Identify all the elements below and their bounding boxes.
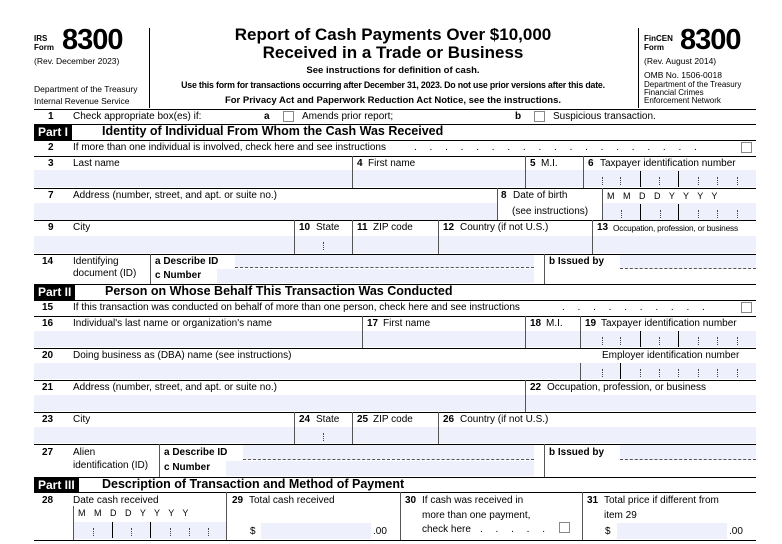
id-label-2: document (ID) [73, 268, 137, 279]
line-30-number: 30 [405, 495, 417, 506]
p2-first-name-field[interactable] [363, 331, 525, 347]
amends-prior-report-label: Amends prior report; [302, 111, 394, 122]
id-number-label: c Number [155, 270, 202, 281]
first-name-field[interactable] [353, 170, 525, 187]
dob-field[interactable] [603, 203, 756, 220]
last-name-field[interactable] [34, 170, 352, 187]
line-26-number: 26 [443, 414, 455, 425]
total-price-label-2: item 29 [604, 510, 637, 521]
occupation-label: Occupation, profession, or business [613, 223, 738, 233]
date-format: M M D D Y Y Y Y [78, 508, 189, 518]
multiple-payments-label-3: check here [422, 524, 471, 535]
fincen-prefix: FinCEN [644, 34, 673, 43]
p2-city-field[interactable] [34, 427, 294, 443]
p2-country-label: Country (if not U.S.) [460, 414, 549, 425]
fincen-dept-1: Department of the Treasury [644, 80, 742, 89]
line-2-number: 2 [48, 142, 54, 153]
mi-field[interactable] [526, 170, 583, 187]
multiple-persons-checkbox[interactable] [741, 302, 752, 313]
id-label-1: Identifying [73, 256, 119, 267]
p2-zip-field[interactable] [353, 427, 438, 443]
alien-id-number-label: c Number [164, 462, 211, 473]
part-2-title: Person on Whose Behalf This Transaction Was Conducted [105, 284, 453, 298]
line-15-number: 15 [42, 302, 54, 313]
subtitle: See instructions for definition of cash. [306, 65, 480, 76]
part-3-tag: Part III [34, 478, 79, 493]
use-note: Use this form for transactions occurring after December 31, 2023. Do not use prior versions after this date. [181, 80, 605, 90]
form-title-line-1: Report of Cash Payments Over $10,000 [234, 25, 552, 44]
form-word: Form [34, 43, 54, 52]
form-title-line-2: Received in a Trade or Business [262, 43, 524, 62]
fincen-revision: (Rev. August 2014) [644, 56, 717, 66]
header-divider-right [638, 28, 639, 108]
country-label: Country (if not U.S.) [460, 222, 549, 233]
part-2-tag: Part II [34, 285, 75, 300]
line-12-number: 12 [443, 222, 455, 233]
amends-prior-report-checkbox[interactable] [283, 111, 294, 122]
irs-service: Internal Revenue Service [34, 96, 130, 106]
line-25-number: 25 [357, 414, 369, 425]
org-name-field[interactable] [34, 331, 362, 347]
line-3-number: 3 [48, 158, 54, 169]
total-cash-label: Total cash received [249, 495, 335, 506]
part-1-tag: Part I [34, 125, 72, 140]
p2-address-label: Address (number, street, and apt. or suite no.) [73, 382, 277, 393]
total-cash-dollar: $ [250, 526, 256, 537]
first-name-label: First name [368, 158, 416, 169]
issued-by-label: b Issued by [549, 256, 605, 267]
line-13-number: 13 [597, 222, 609, 233]
address-field[interactable] [34, 203, 497, 220]
dba-label: Doing business as (DBA) name (see instructions) [73, 350, 292, 361]
part-1-title: Identity of Individual From Whom the Cash Was Received [102, 124, 444, 138]
multiple-payments-label-2: more than one payment, [422, 510, 531, 521]
dob-instructions: (see instructions) [512, 206, 589, 217]
p2-tin-label: Taxpayer identification number [601, 318, 737, 329]
p2-address-field[interactable] [34, 395, 525, 411]
line-21-number: 21 [42, 382, 54, 393]
dob-label: Date of birth [513, 190, 568, 201]
dba-field[interactable] [34, 363, 580, 379]
p2-mi-label: M.I. [546, 318, 563, 329]
suspicious-transaction-checkbox[interactable] [534, 111, 545, 122]
p2-city-label: City [73, 414, 91, 425]
alien-describe-id-field[interactable] [243, 445, 534, 460]
line-27-number: 27 [42, 447, 54, 458]
p2-occupation-field[interactable] [526, 395, 756, 411]
describe-id-label: a Describe ID [155, 256, 219, 267]
irs-revision: (Rev. December 2023) [34, 56, 120, 66]
city-field[interactable] [34, 236, 294, 253]
line-16-number: 16 [42, 318, 54, 329]
line-6-number: 6 [588, 158, 594, 169]
alien-id-label-1: Alien [73, 447, 96, 458]
org-name-label: Individual's last name or organization's name [73, 318, 272, 329]
line-7-number: 7 [48, 190, 54, 201]
line-29-number: 29 [232, 495, 244, 506]
address-label: Address (number, street, and apt. or suite no.) [73, 190, 277, 201]
mi-label: M.I. [541, 158, 558, 169]
line-1b-letter: b [515, 111, 522, 122]
city-label: City [73, 222, 91, 233]
part-3-title: Description of Transaction and Method of Payment [102, 477, 405, 491]
alien-describe-id-label: a Describe ID [164, 447, 228, 458]
line-15-leader-dots: . . . . . . . . . . [562, 302, 710, 313]
irs-form-number: 8300 [62, 24, 123, 56]
p2-state-label: State [316, 414, 340, 425]
describe-id-field[interactable] [235, 255, 534, 268]
suspicious-transaction-label: Suspicious transaction. [553, 111, 656, 122]
fincen-form-word: Form [644, 43, 664, 52]
ein-label: Employer identification number [602, 350, 740, 361]
fincen-dept-3: Enforcement Network [644, 96, 721, 105]
line-5-number: 5 [530, 158, 536, 169]
line-4-number: 4 [357, 158, 363, 169]
issued-by-field[interactable] [620, 255, 756, 269]
p2-occupation-label: Occupation, profession, or business [547, 382, 706, 393]
tin-field[interactable] [584, 170, 756, 187]
line-2-label: If more than one individual is involved, check here and see instructions [73, 142, 386, 153]
line-18-number: 18 [530, 318, 542, 329]
line-30-leader-dots: . . . . . [480, 524, 551, 535]
p2-zip-label: ZIP code [373, 414, 413, 425]
line-17-number: 17 [367, 318, 379, 329]
line-24-number: 24 [299, 414, 311, 425]
total-cash-field[interactable] [261, 523, 371, 539]
irs-prefix: IRS [34, 34, 48, 43]
p2-mi-field[interactable] [526, 331, 580, 347]
multiple-individuals-checkbox[interactable] [741, 142, 752, 153]
omb-number: OMB No. 1506-0018 [644, 70, 722, 80]
line-1-number: 1 [48, 111, 54, 122]
privacy-note: For Privacy Act and Paperwork Reduction Act Notice, see the instructions. [224, 95, 562, 106]
line-1a-letter: a [264, 111, 270, 122]
fincen-form-number: 8300 [680, 24, 741, 56]
tin-label: Taxpayer identification number [600, 158, 736, 169]
line-19-number: 19 [585, 318, 597, 329]
alien-issued-by-field[interactable] [620, 445, 756, 460]
occupation-field[interactable] [593, 236, 756, 253]
line-23-number: 23 [42, 414, 54, 425]
total-price-dollar: $ [605, 526, 611, 537]
alien-id-number-field[interactable] [226, 461, 534, 476]
p2-country-field[interactable] [439, 427, 756, 443]
line-14-number: 14 [42, 256, 54, 267]
line-9-number: 9 [48, 222, 54, 233]
dob-format: M M D D Y Y Y Y [607, 191, 718, 201]
line-22-number: 22 [530, 382, 542, 393]
irs-dept: Department of the Treasury [34, 84, 138, 94]
date-cash-received-label: Date cash received [73, 495, 159, 506]
total-price-field[interactable] [617, 523, 727, 539]
last-name-label: Last name [73, 158, 120, 169]
p2-tin-field[interactable] [581, 331, 756, 347]
fincen-dept-2: Financial Crimes [644, 88, 704, 97]
country-field[interactable] [439, 236, 592, 253]
id-number-field[interactable] [217, 269, 534, 283]
line-11-number: 11 [357, 222, 368, 233]
zip-field[interactable] [353, 236, 438, 253]
line-2-leader-dots: . . . . . . . . . . . . . . . . . . . [414, 142, 702, 153]
total-cash-cents: .00 [373, 526, 387, 537]
line-8-number: 8 [501, 190, 507, 201]
zip-label: ZIP code [373, 222, 413, 233]
ein-field[interactable] [581, 363, 756, 379]
line-31-number: 31 [587, 495, 599, 506]
alien-issued-by-label: b Issued by [549, 447, 605, 458]
total-price-label-1: Total price if different from [604, 495, 719, 506]
line-20-number: 20 [42, 350, 54, 361]
line-15-label: If this transaction was conducted on behalf of more than one person, check here and see instructions [73, 302, 520, 313]
alien-id-label-2: identification (ID) [73, 460, 149, 471]
line-1-label: Check appropriate box(es) if: [73, 111, 202, 122]
line-10-number: 10 [299, 222, 311, 233]
total-price-cents: .00 [729, 526, 743, 537]
p2-first-name-label: First name [383, 318, 431, 329]
multiple-payments-checkbox[interactable] [559, 522, 570, 533]
line-28-number: 28 [42, 495, 54, 506]
multiple-payments-label-1: If cash was received in [422, 495, 524, 506]
state-label: State [316, 222, 340, 233]
